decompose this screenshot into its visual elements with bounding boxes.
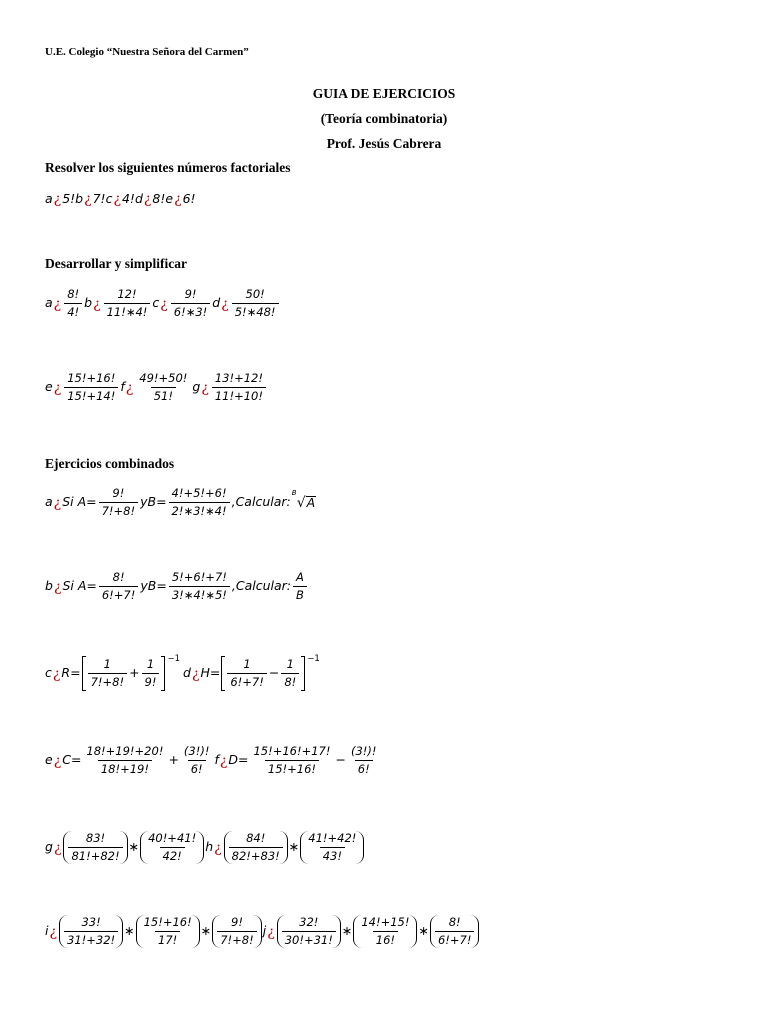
fraction: $\frac{49!+50!}{51!}$ xyxy=(139,371,188,404)
item-label: g xyxy=(45,839,53,855)
factorial-value: 7! xyxy=(92,190,106,206)
item-label: b xyxy=(75,190,84,206)
fraction: $\frac{8!}{6!+7!}$ xyxy=(99,571,139,602)
question-glyph: ¿ xyxy=(160,295,168,312)
paren-group xyxy=(300,831,364,864)
text: Si A= xyxy=(62,578,97,594)
text: ,Calcular: xyxy=(231,494,291,510)
fraction: $\frac{1}{8!}$ xyxy=(281,658,299,689)
paren-group xyxy=(140,831,204,864)
paren-group xyxy=(224,831,288,864)
fraction: $\frac{12!}{11!∗4!}$ xyxy=(104,288,151,319)
text: H= xyxy=(200,665,221,681)
item-label: c xyxy=(45,665,52,681)
question-glyph: ¿ xyxy=(53,379,62,396)
fraction: $\frac{13!+12!}{11!+10!}$ xyxy=(212,372,266,403)
question-glyph: ¿ xyxy=(219,752,228,769)
item-label: e xyxy=(45,379,53,395)
question-glyph: ¿ xyxy=(52,665,61,682)
exponent: −1 xyxy=(167,654,181,664)
item-label: f xyxy=(120,379,125,395)
fraction: $\frac{5!+6!+7!}{3!∗4!∗5!}$ xyxy=(169,571,230,602)
simplify-heading: Desarrollar y simplificar xyxy=(45,256,187,271)
root-expression: B √ A xyxy=(291,488,316,511)
item-label: d xyxy=(212,295,221,311)
question-glyph: ¿ xyxy=(174,191,182,207)
combined-heading: Ejercicios combinados xyxy=(45,456,175,471)
fraction: $\frac{1}{6!+7!}$ xyxy=(227,658,267,689)
text: C= xyxy=(62,752,82,768)
paren-group xyxy=(136,915,200,948)
fraction: $\frac{32!}{30!+31!}$ xyxy=(282,916,336,947)
bracket-group: $\frac{1}{6!+7!}$ − $\frac{1}{8!}$ xyxy=(221,657,305,690)
fraction: $\frac{84!}{82!+83!}$ xyxy=(229,832,283,863)
radical-icon: √ xyxy=(296,494,306,511)
factorial-value: 5! xyxy=(62,190,76,206)
combined-b xyxy=(45,571,309,602)
question-glyph: ¿ xyxy=(53,578,62,595)
question-glyph: ¿ xyxy=(49,923,57,940)
item-label: b xyxy=(84,295,93,311)
text: Si A= xyxy=(62,494,97,510)
fraction: $\frac{50!}{5!∗48!}$ xyxy=(232,288,279,319)
fraction: $\frac{41!+42!}{43!}$ xyxy=(308,831,357,864)
item-label: e xyxy=(45,752,53,768)
factorials-line xyxy=(45,192,196,206)
item-label: d xyxy=(134,190,143,206)
fraction: $\frac{15!+16!+17!}{15!+16!}$ xyxy=(253,744,331,777)
item-label: b xyxy=(45,578,53,594)
text: yB= xyxy=(140,494,167,510)
fraction: $\frac{9!}{7!+8!}$ xyxy=(99,487,139,518)
factorial-value: 4! xyxy=(121,190,135,206)
item-label: f xyxy=(214,752,219,768)
fraction: $\frac{4!+5!+6!}{2!∗3!∗4!}$ xyxy=(169,487,230,518)
paren-group xyxy=(59,915,123,948)
teacher-name: Prof. Jesús Cabrera xyxy=(326,136,442,151)
item-label: a xyxy=(45,295,53,311)
item-label: h xyxy=(205,839,214,855)
question-glyph: ¿ xyxy=(214,839,222,856)
paren-group xyxy=(277,915,341,948)
fraction: $\frac{83!}{81!+82!}$ xyxy=(68,832,122,863)
question-glyph: ¿ xyxy=(53,191,62,207)
fraction: $\frac{8!}{6!+7!}$ xyxy=(435,916,475,947)
question-glyph: ¿ xyxy=(125,379,134,396)
text: D= xyxy=(228,752,249,768)
item-label: c xyxy=(152,295,160,311)
fraction: $\frac{(3!)!}{6!}$ xyxy=(183,744,210,777)
question-glyph: ¿ xyxy=(201,379,209,396)
item-label: c xyxy=(105,190,113,206)
question-glyph: ¿ xyxy=(191,665,200,682)
question-glyph: ¿ xyxy=(221,295,229,312)
simplify-line-1 xyxy=(45,288,281,319)
text: R= xyxy=(61,665,81,681)
fraction: $\frac{1}{9!}$ xyxy=(142,658,160,689)
combined-g-h: g ¿ $\frac{83!}{81!+82!}$ ∗ $\frac{40!+41!}{42!}$ h ¿ $\frac{84!}{82!+83!}$ ∗ $\frac{41!+42!}{43!}$ xyxy=(45,831,365,864)
paren-group xyxy=(430,915,480,948)
fraction: $\frac{9!}{6!∗3!}$ xyxy=(171,288,211,319)
question-glyph: ¿ xyxy=(93,295,101,312)
question-glyph: ¿ xyxy=(53,295,62,312)
combined-a xyxy=(45,487,316,518)
factorials-heading: Resolver los siguientes números factoriales xyxy=(45,160,291,175)
paren-group xyxy=(63,831,127,864)
fraction: $\frac{40!+41!}{42!}$ xyxy=(148,831,197,864)
factorial-value: 6! xyxy=(182,190,196,206)
combined-c-d xyxy=(45,654,323,690)
fraction: $\frac{9!}{7!+8!}$ xyxy=(217,916,257,947)
factorial-value: 8! xyxy=(152,190,166,206)
paren-group xyxy=(212,915,262,948)
page-title: GUIA DE EJERCICIOS xyxy=(312,86,456,101)
fraction: $\frac{A}{B}$ xyxy=(293,571,307,602)
simplify-line-2 xyxy=(45,372,268,403)
fraction: $\frac{(3!)!}{6!}$ xyxy=(350,744,377,777)
item-label: a xyxy=(45,494,53,510)
fraction: $\frac{1}{7!+8!}$ xyxy=(88,658,128,689)
page-subtitle: (Teoría combinatoria) xyxy=(320,111,448,126)
fraction: $\frac{8!}{4!}$ xyxy=(64,288,82,319)
question-glyph: ¿ xyxy=(84,191,92,207)
item-label: g xyxy=(192,379,201,395)
fraction: $\frac{15!+16!}{15!+14!}$ xyxy=(64,372,118,403)
question-glyph: ¿ xyxy=(143,191,152,207)
question-glyph: ¿ xyxy=(53,839,62,856)
item-label: d xyxy=(183,665,191,681)
fraction: $\frac{15!+16!}{17!}$ xyxy=(143,915,192,948)
school-name: U.E. Colegio “Nuestra Señora del Carmen” xyxy=(45,46,249,58)
text: yB= xyxy=(140,578,167,594)
bracket-group: $\frac{1}{7!+8!}$ + $\frac{1}{9!}$ xyxy=(82,657,166,690)
exponent: −1 xyxy=(307,654,320,664)
fraction: $\frac{18!+19!+20!}{18!+19!}$ xyxy=(86,744,164,777)
fraction: $\frac{14!+15!}{16!}$ xyxy=(361,915,410,948)
paren-group xyxy=(353,915,417,948)
fraction: $\frac{33!}{31!+32!}$ xyxy=(64,916,118,947)
item-label: e xyxy=(165,190,174,206)
question-glyph: ¿ xyxy=(53,752,62,769)
combined-e-f: e ¿ C= $\frac{18!+19!+20!}{18!+19!}$ + $\frac{(3!)!}{6!}$ f ¿ D= $\frac{15!+16!+17!}{15!+16!}$ − $\frac{(3!)!}{6!}$ xyxy=(45,745,381,776)
question-glyph: ¿ xyxy=(113,191,121,207)
item-label: a xyxy=(45,190,53,206)
text: ,Calcular: xyxy=(231,578,291,594)
item-label: i xyxy=(45,923,49,939)
item-label: j xyxy=(262,923,267,939)
combined-i-j: i ¿ $\frac{33!}{31!+32!}$ ∗ $\frac{15!+16!}{17!}$ ∗ $\frac{9!}{7!+8!}$ j ¿ $\frac{32!}{30!+31!}$ ∗ $\frac{14!+15!}{16!}$ ∗ $\frac{8!}{6!+7!}$ xyxy=(45,915,480,948)
question-glyph: ¿ xyxy=(267,923,275,940)
question-glyph: ¿ xyxy=(53,494,62,511)
